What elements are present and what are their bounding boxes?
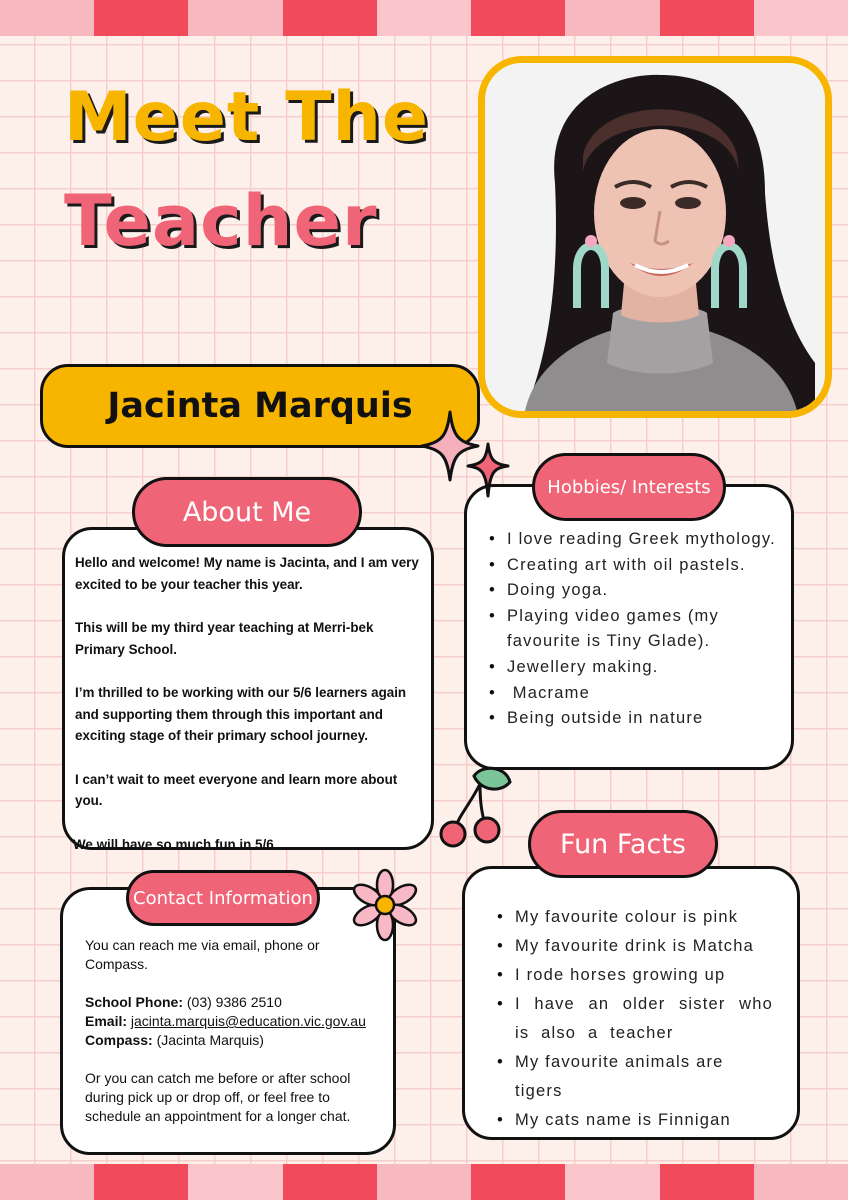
- about-me-heading: [132, 477, 362, 547]
- list-item: • Jewellery making.: [479, 655, 781, 681]
- fun-facts-card: [462, 866, 800, 1140]
- teacher-name-banner: [40, 364, 480, 448]
- contact-outro: Or you can catch me before or after school during pick up or drop off, or feel free to schedule an appointment for a longer chat.: [85, 1070, 351, 1124]
- email-line: [85, 1012, 379, 1031]
- list-item: • Macrame: [479, 681, 781, 707]
- email-link[interactable]: jacinta.marquis@education.vic.gov.au: [130, 1013, 366, 1029]
- email-label: Email:: [85, 1013, 128, 1029]
- fun-facts-heading: [528, 810, 718, 878]
- cherry-icon: [436, 764, 516, 850]
- list-item: • Being outside in nature: [479, 706, 781, 732]
- teacher-photo: [478, 56, 832, 418]
- list-item: • My cats name is Finnigan: [487, 1106, 773, 1135]
- bottom-border-stripe: [0, 1164, 848, 1200]
- hobbies-card: [464, 484, 794, 770]
- contact-details: [85, 993, 379, 1050]
- hobbies-list: [479, 527, 781, 732]
- fun-facts-list: [487, 903, 773, 1135]
- hobbies-heading-label: Hobbies/ Interests: [547, 476, 711, 498]
- compass-line: [85, 1031, 379, 1050]
- phone-label: School Phone:: [85, 994, 183, 1010]
- list-item: • Playing video games (my favourite is Tiny Glade).: [479, 604, 781, 655]
- list-item: • My favourite colour is pink: [487, 903, 773, 932]
- teacher-name: Jacinta Marquis: [107, 386, 413, 426]
- list-item: • Creating art with oil pastels.: [479, 553, 781, 579]
- about-me-heading-label: About Me: [182, 496, 312, 528]
- list-item: • I love reading Greek mythology.: [479, 527, 781, 553]
- contact-intro: You can reach me via email, phone or Compass.: [85, 937, 320, 972]
- top-border-stripe: [0, 0, 848, 36]
- teacher-portrait-image: [485, 63, 825, 411]
- compass-label: Compass:: [85, 1032, 153, 1048]
- phone-number: (03) 9386 2510: [183, 994, 282, 1010]
- fun-facts-heading-label: Fun Facts: [560, 828, 686, 860]
- phone-line: [85, 993, 379, 1012]
- list-item: • I have an older sister who is also a teacher: [487, 990, 773, 1048]
- about-me-card: [62, 527, 434, 850]
- list-item: • I rode horses growing up: [487, 961, 773, 990]
- title-teacher: Teacher: [64, 180, 378, 262]
- about-paragraph: Hello and welcome! My name is Jacinta, and I am very excited to be your teacher this year.: [75, 555, 419, 592]
- list-item: • Doing yoga.: [479, 578, 781, 604]
- hobbies-heading: [532, 453, 726, 521]
- compass-value: (Jacinta Marquis): [152, 1032, 264, 1048]
- contact-heading: [126, 870, 320, 926]
- list-item: • My favourite animals are tigers: [487, 1048, 773, 1106]
- flower-icon: [346, 866, 424, 944]
- about-paragraph: This will be my third year teaching at Merri-bek Primary School.: [75, 620, 374, 657]
- about-paragraph: We will have so much fun in 5/6: [73, 836, 274, 852]
- sparkle-icon: [418, 408, 514, 504]
- contact-heading-label: Contact Information: [133, 887, 313, 909]
- title-meet-the: Meet The: [64, 78, 429, 157]
- about-paragraph: I can’t wait to meet everyone and learn more about you.: [75, 771, 398, 808]
- list-item: • My favourite drink is Matcha: [487, 932, 773, 961]
- about-paragraph: I’m thrilled to be working with our 5/6 learners again and supporting them through this important and exciting stage of their primary school journey.: [75, 685, 407, 743]
